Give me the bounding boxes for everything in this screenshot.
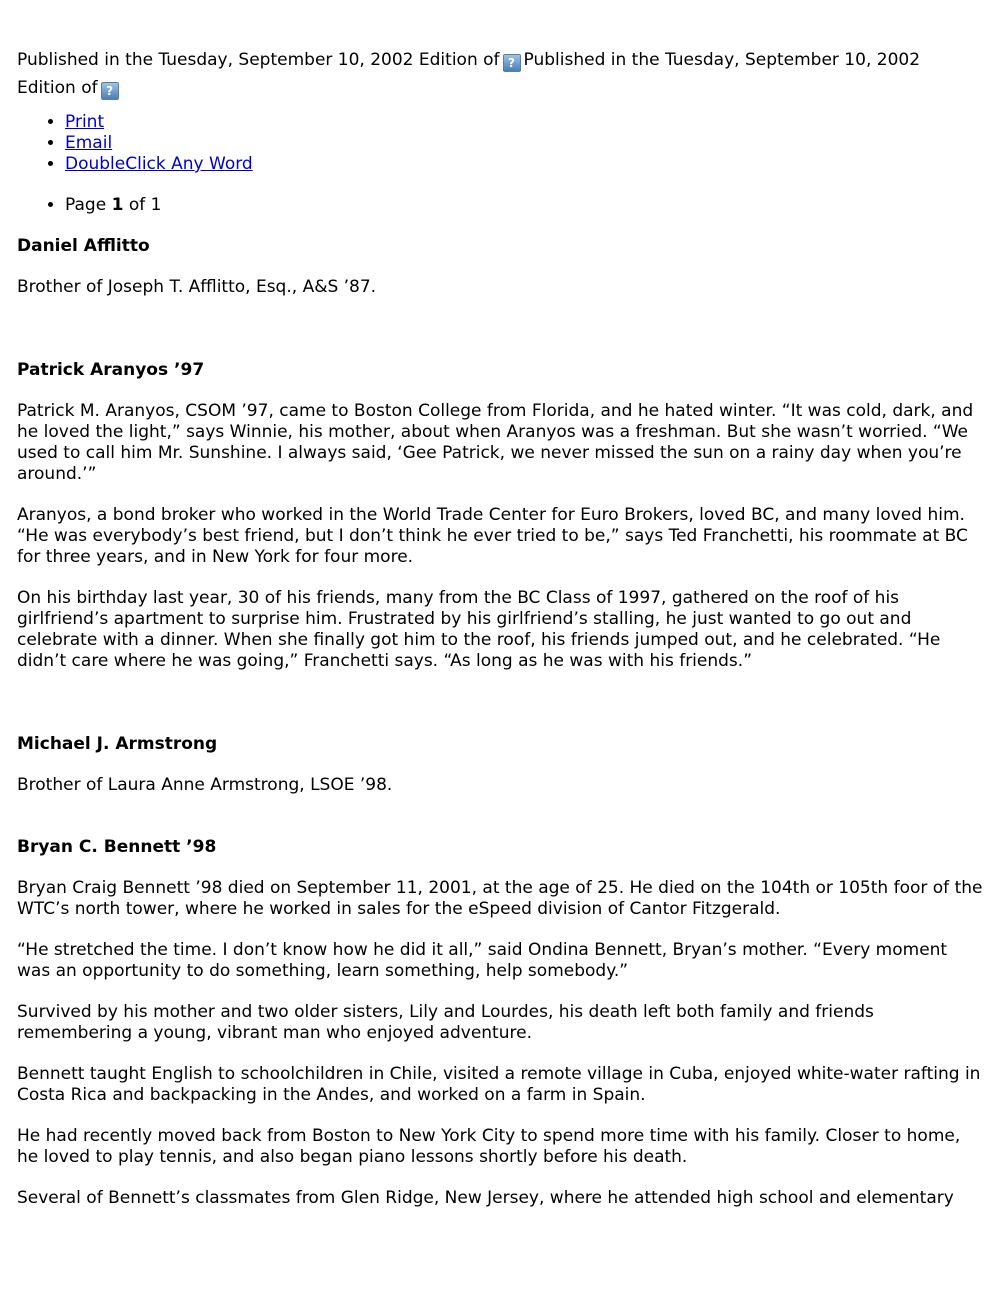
entry-paragraph: “He stretched the time. I don’t know how he did it all,” said Ondina Bennett, Bryan’s mother. “Every moment was an opportunity to do something, learn something, help somebody.”	[17, 940, 948, 981]
entry-name: Patrick Aranyos ’97	[17, 360, 205, 380]
entry-paragraph: Several of Bennett’s classmates from Glen Ridge, New Jersey, where he attended high school and elementary	[17, 1188, 954, 1208]
page-prefix: Page	[65, 195, 107, 215]
entry-aranyos	[17, 360, 983, 672]
entry-paragraph: Aranyos, a bond broker who worked in the World Trade Center for Euro Brokers, loved BC, and many loved him. “He was everybody’s best friend, but I don’t think he ever tried to be,” says Ted Franchetti, his roommate at BC for three years, and in New York for four more.	[17, 505, 968, 567]
spacer	[17, 298, 983, 340]
entry-name: Bryan C. Bennett ’98	[17, 837, 217, 857]
help-icon: ?	[503, 54, 521, 72]
entry-paragraph: He had recently moved back from Boston to New York City to spend more time with his family. Closer to home, he loved to play tennis, and also began piano lessons shortly before his death.	[17, 1126, 961, 1167]
tool-item-print	[65, 112, 983, 133]
entry-paragraph: On his birthday last year, 30 of his friends, many from the BC Class of 1997, gathered on the roof of his girlfriend’s apartment to surprise him. Frustrated by his girlfriend’s stalling, he just wanted to go out and celebrate with a dinner. When she finally got him to the roof, his friends jumped out, and he celebrated. “He didn’t care where he was going,” Franchetti says. “As long as he was with his friends.”	[17, 588, 941, 671]
edition-line	[17, 46, 983, 102]
entry-paragraph: Bryan Craig Bennett ’98 died on September 11, 2001, at the age of 25. He died on the 104th or 105th foor of the WTC’s north tower, where he worked in sales for the eSpeed division of Cantor Fitzgerald.	[17, 878, 983, 919]
edition-text: Published in the Tuesday, September 10, 2002 Edition of	[17, 50, 500, 70]
print-link[interactable]: Print	[65, 112, 105, 132]
entry-paragraph: Survived by his mother and two older sisters, Lily and Lourdes, his death left both family and friends remembering a young, vibrant man who enjoyed adventure.	[17, 1002, 874, 1043]
tool-item-doubleclick	[65, 154, 983, 175]
edition-text-repeat: Published in the Tuesday, September 10, 2002 Edition of	[17, 50, 921, 98]
entry-afflitto	[17, 236, 983, 298]
tool-item-email	[65, 133, 983, 154]
help-icon-2: ?	[101, 82, 119, 100]
page-middle: of	[128, 195, 146, 215]
spacer	[17, 796, 983, 817]
spacer	[17, 672, 983, 714]
entry-paragraph: Brother of Laura Anne Armstrong, LSOE ’98.	[17, 775, 393, 795]
entry-paragraph: Patrick M. Aranyos, CSOM ’97, came to Boston College from Florida, and he hated winter. “It was cold, dark, and he loved the light,” says Winnie, his mother, about when Aranyos was a freshman. But she wasn’t worried. “We used to call him Mr. Sunshine. I always said, ‘Gee Patrick, we never missed the sun on a rainy day when you’re around.’”	[17, 401, 974, 484]
email-link[interactable]: Email	[65, 133, 113, 153]
page-total: 1	[150, 195, 162, 215]
entry-armstrong	[17, 734, 983, 796]
entry-paragraph: Brother of Joseph T. Afflitto, Esq., A&S ’87.	[17, 277, 377, 297]
page-current: 1	[111, 195, 124, 215]
article-tools	[17, 112, 983, 175]
doubleclick-link[interactable]: DoubleClick Any Word	[65, 154, 253, 174]
entry-paragraph: Bennett taught English to schoolchildren in Chile, visited a remote village in Cuba, enjoyed white-water rafting in Costa Rica and backpacking in the Andes, and worked on a farm in Spain.	[17, 1064, 981, 1105]
page-indicator	[65, 195, 983, 216]
entry-name: Daniel Afflitto	[17, 236, 150, 256]
pagination	[17, 195, 983, 216]
entry-name: Michael J. Armstrong	[17, 734, 218, 754]
entry-bennett	[17, 837, 983, 1209]
